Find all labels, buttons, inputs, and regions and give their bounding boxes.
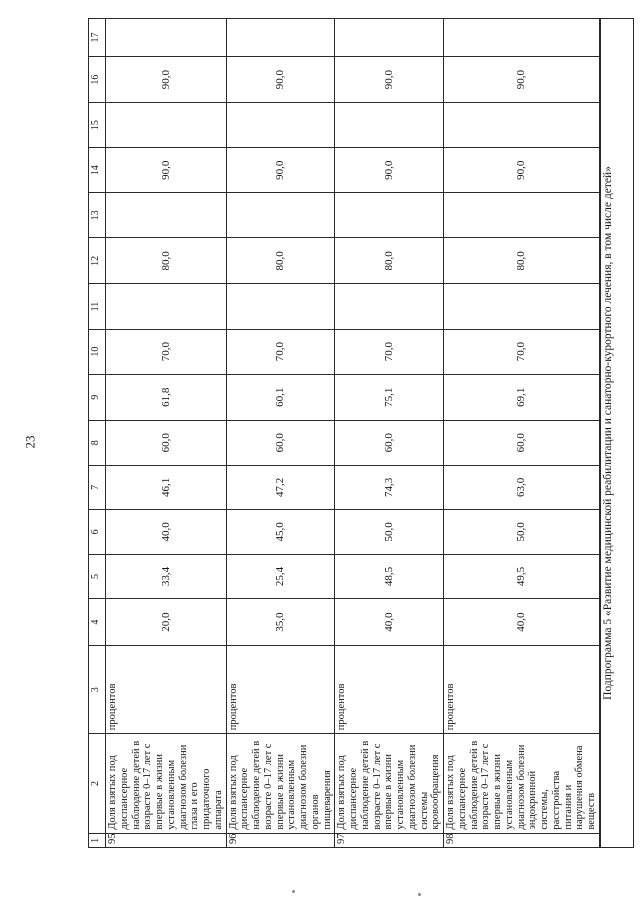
indicator-name: Доля взятых под диспансерное наблюдение детей в возрасте 0–17 лет с впервые в жизни установленным диагнозом болезни органов пищеварения: [226, 734, 335, 833]
value-cell: 70,0: [106, 329, 227, 374]
indicator-name: Доля взятых под диспансерное наблюдение детей в возрасте 0–17 лет с впервые в жизни установленным диагнозом болезни глаза и его придаточного аппарата: [106, 734, 227, 833]
column-number-header: 7: [89, 465, 106, 509]
indicators-table: [88, 18, 600, 848]
column-number-header: 10: [89, 329, 106, 374]
column-number-header: 16: [89, 57, 106, 103]
value-cell: [226, 19, 335, 57]
value-cell: 63,0: [444, 465, 600, 509]
unit-of-measure: процентов: [226, 646, 335, 734]
column-number-header: 13: [89, 193, 106, 238]
value-cell: 90,0: [444, 148, 600, 193]
column-number-header: 6: [89, 509, 106, 554]
value-cell: 50,0: [335, 509, 444, 554]
column-number-header: 3: [89, 646, 106, 734]
column-number-header: 9: [89, 374, 106, 420]
column-number-header: 14: [89, 148, 106, 193]
value-cell: [106, 284, 227, 329]
value-cell: 80,0: [226, 238, 335, 284]
indicator-name: Доля взятых под диспансерное наблюдение детей в возрасте 0–17 лет с впервые в жизни установленным диагнозом болезни системы кровообращения: [335, 734, 444, 833]
unit-of-measure: процентов: [335, 646, 444, 734]
value-cell: 40,0: [106, 509, 227, 554]
value-cell: 90,0: [335, 57, 444, 103]
page-number: 23: [22, 435, 38, 449]
table-row: [226, 19, 335, 848]
value-cell: 40,0: [335, 599, 444, 646]
row-number: 97: [335, 833, 444, 847]
value-cell: 40,0: [444, 599, 600, 646]
value-cell: 70,0: [335, 329, 444, 374]
subprogram-title: Подпрограмма 5 «Развитие медицинской реабилитации и санаторно-курортного лечения, в том числе детей»: [600, 19, 633, 848]
row-number: 96: [226, 833, 335, 847]
value-cell: [226, 103, 335, 148]
subprogram-table: [600, 18, 634, 848]
value-cell: [335, 19, 444, 57]
value-cell: 70,0: [226, 329, 335, 374]
value-cell: 49,5: [444, 554, 600, 598]
value-cell: [444, 103, 600, 148]
value-cell: 50,0: [444, 509, 600, 554]
value-cell: [226, 193, 335, 238]
value-cell: 90,0: [226, 148, 335, 193]
value-cell: 90,0: [106, 57, 227, 103]
value-cell: 60,1: [226, 374, 335, 420]
value-cell: 80,0: [106, 238, 227, 284]
value-cell: 45,0: [226, 509, 335, 554]
row-number: 98: [444, 833, 600, 847]
value-cell: 61,8: [106, 374, 227, 420]
column-number-header: 1: [89, 833, 106, 847]
value-cell: [106, 103, 227, 148]
value-cell: [106, 19, 227, 57]
column-number-header: 8: [89, 420, 106, 465]
value-cell: 60,0: [335, 420, 444, 465]
value-cell: 70,0: [444, 329, 600, 374]
value-cell: 74,3: [335, 465, 444, 509]
header-row: [89, 19, 106, 848]
value-cell: 90,0: [335, 148, 444, 193]
unit-of-measure: процентов: [444, 646, 600, 734]
value-cell: 25,4: [226, 554, 335, 598]
value-cell: 47,2: [226, 465, 335, 509]
value-cell: 60,0: [106, 420, 227, 465]
value-cell: 46,1: [106, 465, 227, 509]
table-row: [444, 19, 600, 848]
row-number: 95: [106, 833, 227, 847]
value-cell: 75,1: [335, 374, 444, 420]
column-number-header: 15: [89, 103, 106, 148]
value-cell: 20,0: [106, 599, 227, 646]
value-cell: [335, 193, 444, 238]
scan-speck: [292, 890, 295, 893]
value-cell: [226, 284, 335, 329]
scan-speck: [418, 893, 421, 896]
column-number-header: 5: [89, 554, 106, 598]
value-cell: [444, 284, 600, 329]
column-number-header: 4: [89, 599, 106, 646]
value-cell: 80,0: [335, 238, 444, 284]
value-cell: 60,0: [226, 420, 335, 465]
value-cell: 90,0: [444, 57, 600, 103]
value-cell: [335, 284, 444, 329]
value-cell: 80,0: [444, 238, 600, 284]
value-cell: 90,0: [226, 57, 335, 103]
value-cell: 33,4: [106, 554, 227, 598]
unit-of-measure: процентов: [106, 646, 227, 734]
table-rotator: [88, 18, 614, 848]
value-cell: 60,0: [444, 420, 600, 465]
subprogram-row: [600, 19, 633, 848]
value-cell: 48,5: [335, 554, 444, 598]
value-cell: 69,1: [444, 374, 600, 420]
value-cell: [335, 103, 444, 148]
column-number-header: 11: [89, 284, 106, 329]
table-row: [106, 19, 227, 848]
value-cell: [444, 193, 600, 238]
column-number-header: 17: [89, 19, 106, 57]
rotated-table-area: [88, 18, 614, 848]
column-number-header: 2: [89, 734, 106, 833]
value-cell: [444, 19, 600, 57]
value-cell: 35,0: [226, 599, 335, 646]
indicator-name: Доля взятых под диспансерное наблюдение детей в возрасте 0–17 лет с впервые в жизни установленным диагнозом болезни эндокринной системы, расстройства питания и нарушения обмена веществ: [444, 734, 600, 833]
table-row: [335, 19, 444, 848]
value-cell: [106, 193, 227, 238]
value-cell: 90,0: [106, 148, 227, 193]
column-number-header: 12: [89, 238, 106, 284]
